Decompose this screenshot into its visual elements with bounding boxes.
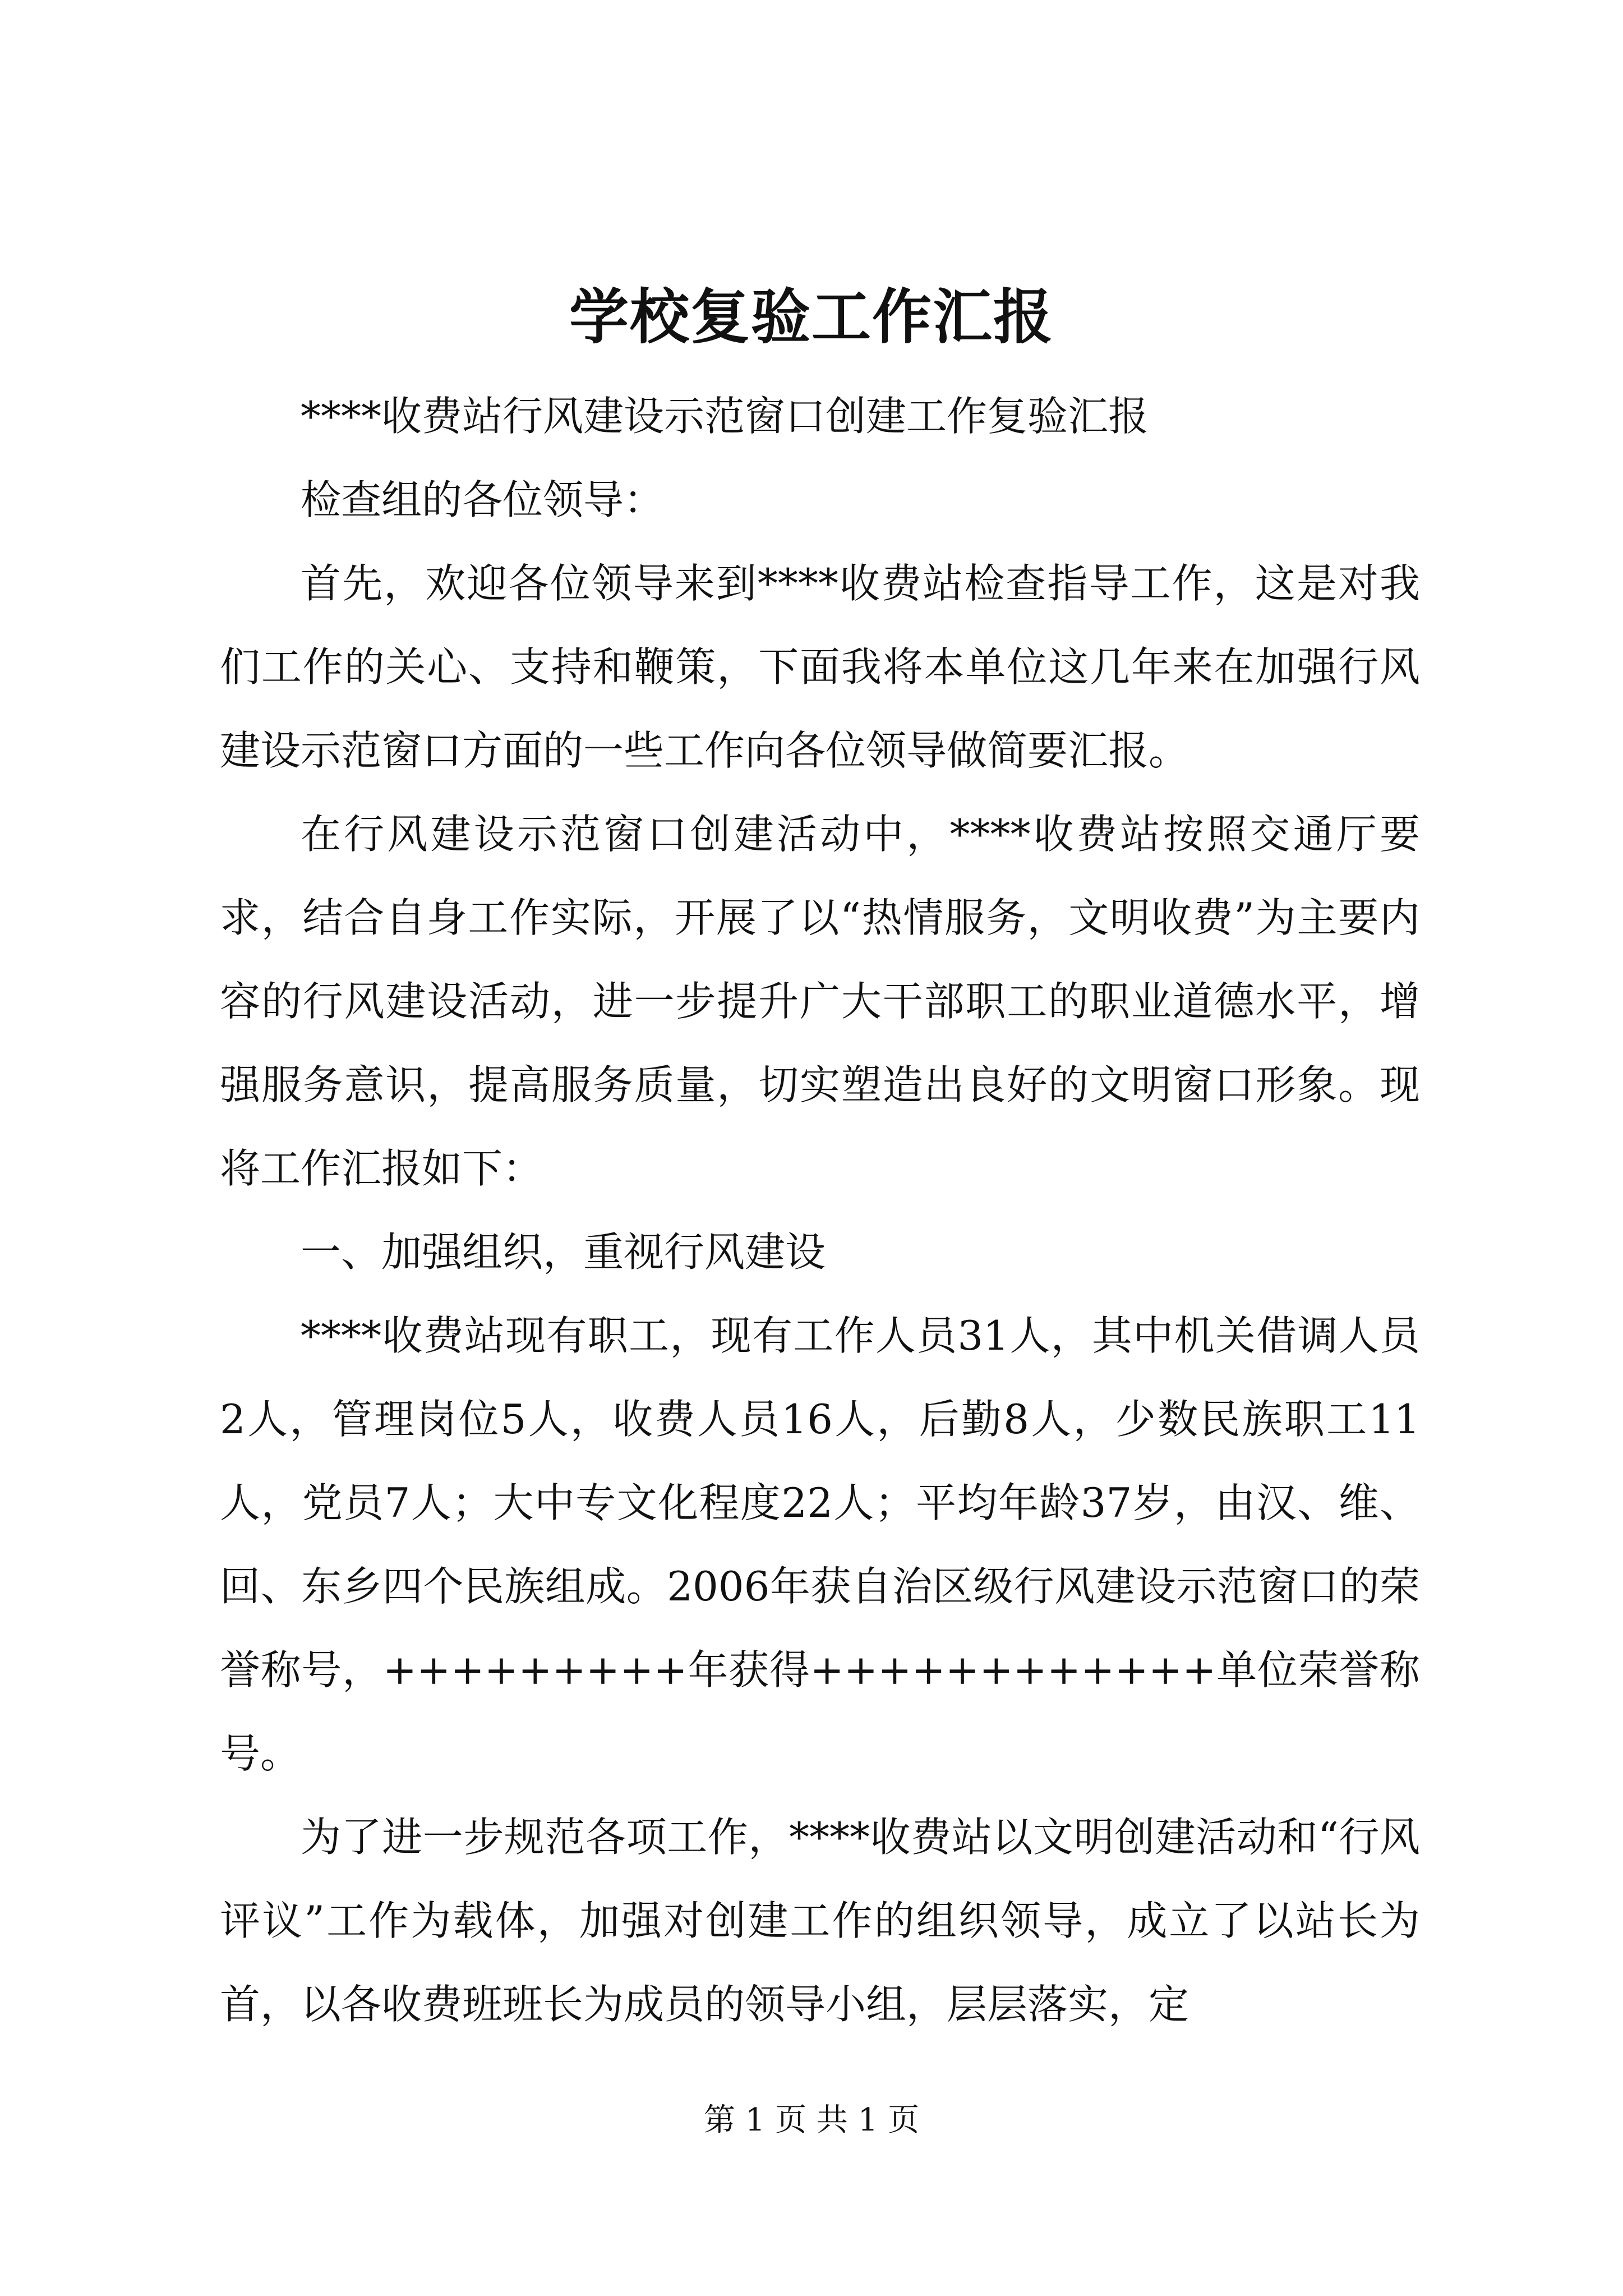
paragraph-opening: 首先，欢迎各位领导来到****收费站检查指导工作，这是对我们工作的关心、支持和鞭策，下面我将本单位这几年来在加强行风建设示范窗口方面的一些工作向各位领导做简要汇报。 (220, 560, 1420, 774)
paragraph-overview: 在行风建设示范窗口创建活动中，****收费站按照交通厅要求，结合自身工作实际，开展了以“热情服务，文明收费”为主要内容的行风建设活动，进一步提升广大干部职工的职业道德水平，增强服务意识，提高服务质量，切实塑造出良好的文明窗口形象。现将工作汇报如下： (220, 811, 1420, 1192)
paragraph-salutation: 检查组的各位领导： (301, 476, 665, 523)
page-footer: 第 1 页 共 1 页 (703, 2102, 920, 2138)
section-heading-1: 一、加强组织，重视行风建设 (301, 1228, 826, 1276)
paragraph-subtitle: ****收费站行风建设示范窗口创建工作复验汇报 (301, 393, 1149, 440)
paragraph-staff: ****收费站现有职工，现有工作人员31人，其中机关借调人员2人，管理岗位5人，收费人员16人，后勤8人，少数民族职工11人，党员7人；大中专文化程度22人；平均年龄37岁，由汉、维、回、东乡四个民族组成。2006年获自治区级行风建设示范窗口的荣誉称号，+++++++++年获得++++++++++++单位荣誉称号。 (220, 1312, 1420, 1777)
document-title: 学校复验工作汇报 (569, 282, 1054, 352)
paragraph-organization: 为了进一步规范各项工作，****收费站以文明创建活动和“行风评议”工作为载体，加强对创建工作的组织领导，成立了以站长为首，以各收费班班长为成员的领导小组，层层落实，定 (220, 1814, 1420, 2028)
document-body (220, 375, 1420, 2046)
